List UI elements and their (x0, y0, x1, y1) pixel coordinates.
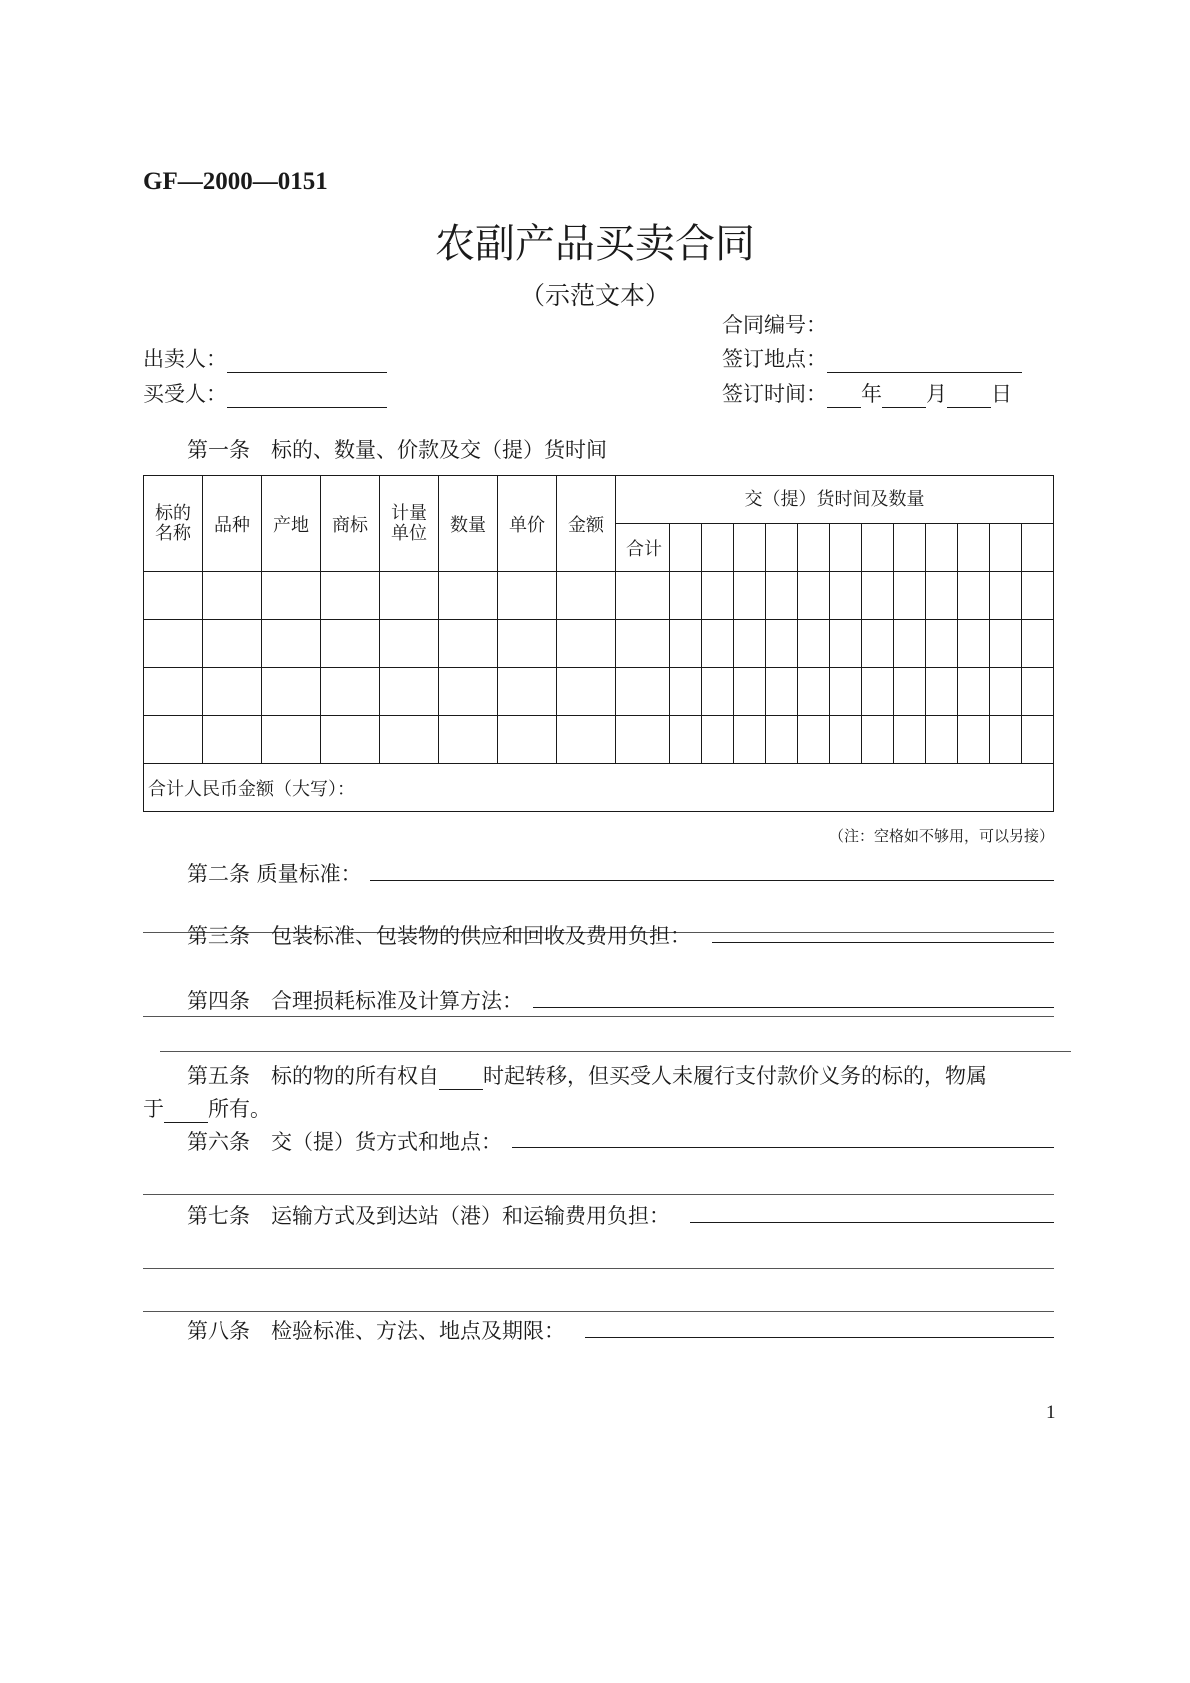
table-cell[interactable] (702, 620, 734, 668)
contract-number-label: 合同编号： (722, 313, 827, 337)
document-title: 农副产品买卖合同 (435, 221, 755, 267)
table-cell[interactable] (203, 620, 262, 668)
table-row (144, 668, 1054, 716)
table-row (144, 572, 1054, 620)
col-header-variety: 品种 (203, 476, 262, 572)
table-cell[interactable] (958, 572, 990, 620)
table-cell[interactable] (144, 620, 203, 668)
delivery-slot[interactable] (958, 524, 990, 572)
table-cell[interactable] (766, 620, 798, 668)
table-cell[interactable] (498, 668, 557, 716)
table-cell[interactable] (670, 572, 702, 620)
buyer-blank[interactable] (227, 385, 387, 408)
table-cell[interactable] (321, 668, 380, 716)
table-cell[interactable] (990, 572, 1022, 620)
article-5-line-2 (143, 1093, 271, 1123)
table-cell[interactable] (321, 716, 380, 764)
document-subtitle: （示范文本） (519, 281, 670, 310)
delivery-slot[interactable] (766, 524, 798, 572)
table-cell[interactable] (830, 620, 862, 668)
divider (143, 1016, 1054, 1017)
table-note: （注：空格如不够用，可以另接） (828, 827, 1054, 845)
table-row (144, 716, 1054, 764)
table-cell[interactable] (262, 572, 321, 620)
article-5-line2-suffix: 所有。 (208, 1097, 271, 1121)
document-code: GF—2000—0151 (143, 168, 328, 195)
table-cell[interactable] (702, 572, 734, 620)
table-cell[interactable] (1022, 668, 1054, 716)
article-5-part-1: 第五条 标的物的所有权自 (187, 1064, 439, 1088)
article-2-blank[interactable] (370, 880, 1054, 881)
divider (143, 1194, 1054, 1195)
total-rmb-amount[interactable]: 合计人民币金额（大写）： (144, 764, 1054, 812)
table-cell[interactable] (380, 620, 439, 668)
sign-time-label: 签订时间： (722, 382, 827, 406)
table-cell[interactable] (203, 668, 262, 716)
table-cell[interactable] (862, 668, 894, 716)
article-1-heading: 第一条 标的、数量、价款及交（提）货时间 (187, 438, 607, 462)
table-cell[interactable] (380, 668, 439, 716)
delivery-slot[interactable] (798, 524, 830, 572)
sign-place-label: 签订地点： (722, 347, 827, 371)
seller-field (143, 343, 387, 373)
delivery-slot[interactable] (926, 524, 958, 572)
table-cell[interactable] (990, 668, 1022, 716)
table-cell[interactable] (144, 716, 203, 764)
table-cell[interactable] (830, 716, 862, 764)
article-6-blank[interactable] (512, 1147, 1054, 1148)
table-cell[interactable] (380, 716, 439, 764)
table-cell[interactable] (557, 620, 616, 668)
table-cell[interactable] (557, 668, 616, 716)
goods-table (143, 475, 1054, 812)
table-cell[interactable] (926, 572, 958, 620)
col-header-unit-price: 单价 (498, 476, 557, 572)
table-cell[interactable] (616, 572, 670, 620)
table-cell[interactable] (1022, 572, 1054, 620)
table-cell[interactable] (498, 620, 557, 668)
article-5-part-2: 时起转移，但买受人未履行支付款价义务的标的，物属 (483, 1064, 987, 1088)
article-8: 第八条 检验标准、方法、地点及期限： (187, 1319, 565, 1343)
table-cell[interactable] (557, 572, 616, 620)
table-cell[interactable] (1022, 620, 1054, 668)
table-cell[interactable] (798, 668, 830, 716)
delivery-slot[interactable] (734, 524, 766, 572)
table-cell[interactable] (203, 716, 262, 764)
article-4-blank[interactable] (533, 1007, 1054, 1008)
table-cell[interactable] (766, 572, 798, 620)
buyer-field (143, 378, 387, 408)
col-header-origin: 产地 (262, 476, 321, 572)
table-cell[interactable] (958, 668, 990, 716)
seller-blank[interactable] (227, 350, 387, 373)
year-label: 年 (861, 382, 882, 406)
seller-label: 出卖人： (143, 347, 227, 371)
article-2: 第二条 质量标准： (187, 862, 362, 886)
table-row (144, 620, 1054, 668)
table-cell[interactable] (262, 716, 321, 764)
sign-time-field (722, 378, 1012, 408)
table-cell[interactable] (321, 572, 380, 620)
table-cell[interactable] (1022, 716, 1054, 764)
table-cell[interactable] (321, 620, 380, 668)
delivery-slot[interactable] (990, 524, 1022, 572)
table-cell[interactable] (262, 620, 321, 668)
table-cell[interactable] (894, 620, 926, 668)
divider (143, 1268, 1054, 1269)
table-cell[interactable] (734, 620, 766, 668)
table-cell[interactable] (439, 716, 498, 764)
table-cell[interactable] (894, 668, 926, 716)
col-header-amount: 金额 (557, 476, 616, 572)
col-header-quantity: 数量 (439, 476, 498, 572)
article-7-blank[interactable] (690, 1222, 1054, 1223)
table-cell[interactable] (798, 716, 830, 764)
delivery-slot[interactable] (862, 524, 894, 572)
article-7: 第七条 运输方式及到达站（港）和运输费用负担： (187, 1204, 670, 1228)
table-cell[interactable] (926, 668, 958, 716)
sign-place-blank[interactable] (827, 350, 1022, 373)
table-cell[interactable] (798, 620, 830, 668)
table-cell[interactable] (862, 620, 894, 668)
article-3: 第三条 包装标准、包装物的供应和回收及费用负担： (187, 924, 691, 948)
divider (143, 1311, 1054, 1312)
table-cell[interactable] (766, 668, 798, 716)
article-5-line-1 (187, 1060, 987, 1090)
table-cell[interactable] (670, 668, 702, 716)
table-cell[interactable] (894, 716, 926, 764)
month-label: 月 (926, 382, 947, 406)
table-cell[interactable] (958, 716, 990, 764)
table-cell[interactable] (894, 572, 926, 620)
table-cell[interactable] (702, 716, 734, 764)
article-6: 第六条 交（提）货方式和地点： (187, 1130, 502, 1154)
month-blank[interactable] (882, 385, 926, 408)
col-header-subject-name: 标的 名称 (144, 476, 203, 572)
divider (160, 1051, 1071, 1052)
table-cell[interactable] (439, 620, 498, 668)
year-blank[interactable] (827, 385, 861, 408)
delivery-slot[interactable] (1022, 524, 1054, 572)
table-cell[interactable] (670, 620, 702, 668)
table-cell[interactable] (144, 572, 203, 620)
table-cell[interactable] (616, 620, 670, 668)
article-8-blank[interactable] (585, 1337, 1054, 1338)
page-number: 1 (1046, 1402, 1056, 1423)
col-header-unit: 计量 单位 (380, 476, 439, 572)
delivery-slot[interactable] (670, 524, 702, 572)
table-cell[interactable] (734, 716, 766, 764)
table-cell[interactable] (798, 572, 830, 620)
sign-place-field (722, 343, 1022, 373)
table-cell[interactable] (926, 716, 958, 764)
table-cell[interactable] (203, 572, 262, 620)
table-cell[interactable] (830, 668, 862, 716)
day-blank[interactable] (947, 385, 991, 408)
table-cell[interactable] (262, 668, 321, 716)
ownership-transfer-blank[interactable] (439, 1067, 483, 1090)
table-cell[interactable] (702, 668, 734, 716)
table-cell[interactable] (557, 716, 616, 764)
table-cell[interactable] (439, 572, 498, 620)
table-cell[interactable] (144, 668, 203, 716)
col-header-brand: 商标 (321, 476, 380, 572)
table-cell[interactable] (616, 716, 670, 764)
table-cell[interactable] (380, 572, 439, 620)
article-5-line2-prefix: 于 (143, 1097, 164, 1121)
table-cell[interactable] (734, 668, 766, 716)
owner-blank[interactable] (164, 1100, 208, 1123)
delivery-slot[interactable] (894, 524, 926, 572)
delivery-slot[interactable] (702, 524, 734, 572)
table-cell[interactable] (958, 620, 990, 668)
col-header-subtotal: 合计 (616, 524, 670, 572)
table-cell[interactable] (766, 716, 798, 764)
table-cell[interactable] (439, 668, 498, 716)
delivery-slot[interactable] (830, 524, 862, 572)
col-header-delivery-time: 交（提）货时间及数量 (616, 476, 1054, 524)
table-cell[interactable] (498, 716, 557, 764)
table-cell[interactable] (498, 572, 557, 620)
table-cell[interactable] (926, 620, 958, 668)
table-cell[interactable] (734, 572, 766, 620)
table-cell[interactable] (616, 668, 670, 716)
day-label: 日 (991, 382, 1012, 406)
article-4: 第四条 合理损耗标准及计算方法： (187, 989, 523, 1013)
table-cell[interactable] (862, 716, 894, 764)
table-cell[interactable] (830, 572, 862, 620)
buyer-label: 买受人： (143, 382, 227, 406)
table-cell[interactable] (862, 572, 894, 620)
table-cell[interactable] (990, 716, 1022, 764)
article-3-blank[interactable] (712, 942, 1054, 943)
table-cell[interactable] (990, 620, 1022, 668)
table-cell[interactable] (670, 716, 702, 764)
